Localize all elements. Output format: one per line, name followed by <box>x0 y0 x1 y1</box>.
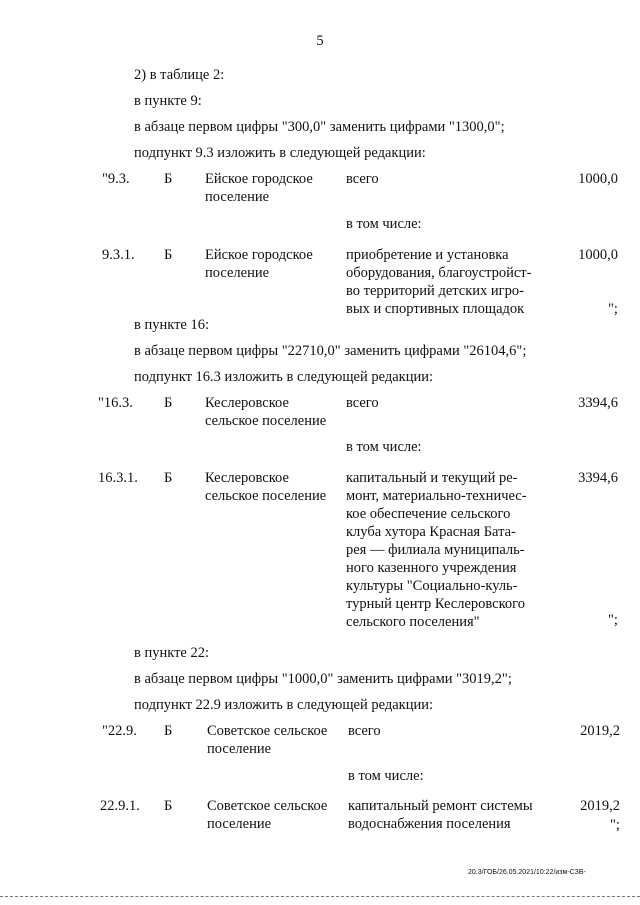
row-name-line: поселение <box>205 265 270 281</box>
including-label: в том числе: <box>346 439 422 455</box>
row-number: 22.9.1. <box>100 798 140 814</box>
row-number: 16.3.1. <box>98 470 138 486</box>
row-description-line: капитальный ремонт системы <box>348 798 533 814</box>
row-description-line: ного казенного учреждения <box>346 560 517 576</box>
page-number: 5 <box>316 33 324 49</box>
row-amount: 2019,2 <box>580 798 620 814</box>
row-category: Б <box>164 395 173 411</box>
intro-item9-change: в абзаце первом цифры "300,0" заменить цифрами "1300,0"; <box>134 119 505 135</box>
item16-sub: подпункт 16.3 изложить в следующей редакции: <box>134 369 434 385</box>
row-name-line: Кеслеровское <box>205 470 289 486</box>
item22-sub: подпункт 22.9 изложить в следующей редакции: <box>134 697 434 713</box>
intro-item9: в пункте 9: <box>134 93 202 109</box>
row-amount: 1000,0 <box>578 171 618 187</box>
row-description-line: вых и спортивных площадок <box>346 301 525 317</box>
row-description-line: кое обеспечение сельского <box>346 506 511 522</box>
row-description-line: во территорий детских игро- <box>346 283 524 299</box>
row-description-line: капитальный и текущий ре- <box>346 470 518 486</box>
row-description-line: культуры "Социально-куль- <box>346 578 518 594</box>
row-amount: 2019,2 <box>580 723 620 739</box>
item22-label: в пункте 22: <box>134 645 210 661</box>
row-description-line: клуба хутора Красная Бата- <box>346 524 516 540</box>
row-description-line: сельского поселения" <box>346 614 480 630</box>
row-number: 9.3.1. <box>102 247 135 263</box>
row-name <box>205 246 313 282</box>
row-description <box>346 469 541 631</box>
row-name-line: поселение <box>207 741 272 757</box>
row-amount: 1000,0 <box>578 247 618 263</box>
closing-quote: "; <box>610 817 620 833</box>
row-name-line: Ейское городское <box>205 247 313 263</box>
row-description <box>348 797 533 833</box>
row-category: Б <box>164 171 173 187</box>
row-description: всего <box>348 723 381 739</box>
item16-label: в пункте 16: <box>134 317 210 333</box>
row-name <box>205 170 313 206</box>
row-number: "16.3. <box>98 395 133 411</box>
row-name-line: поселение <box>207 816 272 832</box>
row-name <box>205 394 326 430</box>
row-category: Б <box>164 247 173 263</box>
row-description: всего <box>346 395 379 411</box>
row-description-line: водоснабжения поселения <box>348 816 511 832</box>
row-amount: 3394,6 <box>578 470 618 486</box>
row-amount: 3394,6 <box>578 395 618 411</box>
row-name-line: сельское поселение <box>205 488 327 504</box>
row-category: Б <box>164 723 173 739</box>
intro-item9-sub: подпункт 9.3 изложить в следующей редакции: <box>134 145 426 161</box>
row-name-line: Ейское городское <box>205 171 313 187</box>
intro-table-ref: 2) в таблице 2: <box>134 67 225 83</box>
row-name-line: поселение <box>205 189 270 205</box>
row-description-line: турный центр Кеслеровского <box>346 596 525 612</box>
row-name <box>207 722 327 758</box>
including-label: в том числе: <box>346 216 422 232</box>
row-description: всего <box>346 171 379 187</box>
including-label: в том числе: <box>348 768 424 784</box>
row-category: Б <box>164 470 173 486</box>
row-description <box>346 246 536 318</box>
row-number: "22.9. <box>102 723 137 739</box>
row-name <box>207 797 327 833</box>
row-name <box>205 469 326 505</box>
row-name-line: Советское сельское <box>207 798 328 814</box>
row-description-line: монт, материально-техничес- <box>346 488 527 504</box>
row-category: Б <box>164 798 173 814</box>
row-description-line: приобретение и установка <box>346 247 509 263</box>
item22-change: в абзаце первом цифры "1000,0" заменить цифрами "3019,2"; <box>134 671 512 687</box>
row-name-line: Советское сельское <box>207 723 328 739</box>
closing-quote: "; <box>608 612 618 628</box>
row-number: "9.3. <box>102 171 130 187</box>
document-code: 20.3/ГОБ/26.05.2021/10:22/изм-СЗВ- <box>468 869 586 876</box>
row-description-line: рея — филиала муниципаль- <box>346 542 525 558</box>
closing-quote: "; <box>608 301 618 317</box>
item16-change: в абзаце первом цифры "22710,0" заменить цифрами "26104,6"; <box>134 343 527 359</box>
row-name-line: Кеслеровское <box>205 395 289 411</box>
page-edge-divider <box>0 896 640 897</box>
row-name-line: сельское поселение <box>205 413 327 429</box>
row-description-line: оборудования, благоустройст- <box>346 265 532 281</box>
